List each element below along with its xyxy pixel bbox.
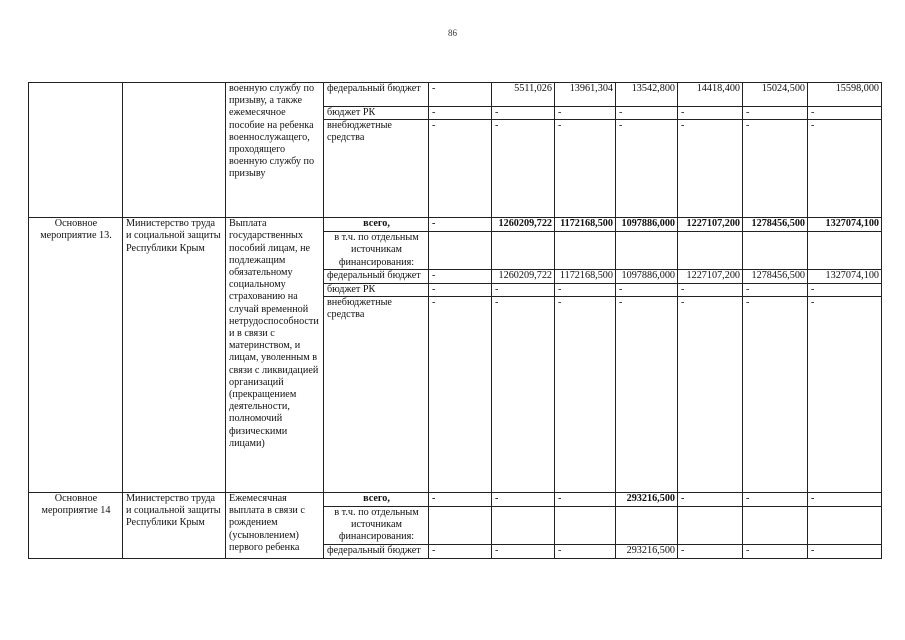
measure-number-cell — [29, 83, 123, 218]
amount-cell: 13542,800 — [616, 83, 678, 107]
amount-cell: - — [555, 493, 616, 507]
amount-cell: 1172168,500 — [555, 269, 616, 283]
amount-cell: 14418,400 — [678, 83, 743, 107]
amount-cell — [429, 507, 492, 545]
amount-cell: 15598,000 — [808, 83, 882, 107]
amount-cell: - — [429, 283, 492, 296]
page-number: 86 — [448, 28, 457, 38]
amount-cell: - — [678, 493, 743, 507]
funding-source-cell: всего, — [324, 218, 429, 232]
amount-cell: - — [616, 120, 678, 218]
amount-cell: 1097886,000 — [616, 269, 678, 283]
amount-cell: - — [808, 120, 882, 218]
amount-cell — [616, 232, 678, 270]
amount-cell — [616, 507, 678, 545]
amount-cell: 1327074,100 — [808, 269, 882, 283]
amount-cell: - — [808, 297, 882, 493]
funding-source-cell: бюджет РК — [324, 283, 429, 296]
amount-cell: - — [555, 283, 616, 296]
amount-cell: - — [555, 120, 616, 218]
measure-name-cell: Ежемесячная выплата в связи с рождением (усыновлением) первого ребенка — [226, 493, 324, 559]
amount-cell: - — [429, 297, 492, 493]
table-row — [29, 83, 882, 107]
amount-cell: - — [616, 107, 678, 120]
funding-source-cell: федеральный бюджет — [324, 83, 429, 107]
amount-cell: - — [429, 107, 492, 120]
amount-cell: - — [743, 107, 808, 120]
amount-cell: - — [616, 283, 678, 296]
table-body — [29, 83, 882, 559]
amount-cell — [492, 507, 555, 545]
amount-cell — [678, 507, 743, 545]
amount-cell: - — [678, 107, 743, 120]
amount-cell: - — [492, 120, 555, 218]
amount-cell — [743, 232, 808, 270]
amount-cell: - — [429, 83, 492, 107]
amount-cell: - — [808, 493, 882, 507]
program-funding-table — [28, 82, 882, 559]
funding-source-cell: бюджет РК — [324, 107, 429, 120]
amount-cell: - — [678, 544, 743, 558]
amount-cell: - — [808, 283, 882, 296]
amount-cell: - — [616, 297, 678, 493]
amount-cell: 1260209,722 — [492, 269, 555, 283]
amount-cell: - — [429, 120, 492, 218]
amount-cell: - — [555, 107, 616, 120]
amount-cell: 1260209,722 — [492, 218, 555, 232]
amount-cell — [678, 232, 743, 270]
measure-number-cell: Основное мероприятие 14 — [29, 493, 123, 559]
amount-cell: - — [555, 297, 616, 493]
amount-cell: - — [743, 493, 808, 507]
amount-cell: 5511,026 — [492, 83, 555, 107]
amount-cell: - — [492, 493, 555, 507]
amount-cell: 1172168,500 — [555, 218, 616, 232]
amount-cell: 13961,304 — [555, 83, 616, 107]
amount-cell: - — [429, 269, 492, 283]
funding-source-cell: в т.ч. по отдельным источникам финансирования: — [324, 232, 429, 270]
table-row — [29, 218, 882, 232]
amount-cell: - — [492, 107, 555, 120]
amount-cell: - — [429, 493, 492, 507]
amount-cell: - — [678, 283, 743, 296]
amount-cell: - — [743, 283, 808, 296]
funding-source-cell: в т.ч. по отдельным источникам финансирования: — [324, 507, 429, 545]
amount-cell: 1227107,200 — [678, 269, 743, 283]
funding-source-cell: внебюджетные средства — [324, 297, 429, 493]
executor-cell: Министерство труда и социальной защиты Республики Крым — [123, 493, 226, 559]
amount-cell: 1278456,500 — [743, 218, 808, 232]
measure-name-cell: Выплата государственных пособий лицам, не подлежащим обязательному социальному страхованию на случай временной нетрудоспособности и в связи с материнством, и лицам, уволенным в связи с ликвидацией организаций (прекращением деятельности, полномочий физическими лицами) — [226, 218, 324, 493]
amount-cell — [555, 232, 616, 270]
amount-cell: 293216,500 — [616, 544, 678, 558]
amount-cell: - — [743, 120, 808, 218]
amount-cell: 1227107,200 — [678, 218, 743, 232]
amount-cell: 1278456,500 — [743, 269, 808, 283]
amount-cell: - — [429, 544, 492, 558]
amount-cell: - — [492, 544, 555, 558]
amount-cell: - — [743, 297, 808, 493]
amount-cell: - — [492, 297, 555, 493]
executor-cell — [123, 83, 226, 218]
amount-cell: - — [555, 544, 616, 558]
amount-cell: - — [429, 218, 492, 232]
executor-cell: Министерство труда и социальной защиты Республики Крым — [123, 218, 226, 493]
amount-cell — [492, 232, 555, 270]
amount-cell: - — [743, 544, 808, 558]
amount-cell: - — [678, 297, 743, 493]
amount-cell — [555, 507, 616, 545]
amount-cell: 1327074,100 — [808, 218, 882, 232]
funding-source-cell: внебюджетные средства — [324, 120, 429, 218]
amount-cell: - — [808, 544, 882, 558]
funding-source-cell: федеральный бюджет — [324, 269, 429, 283]
funding-source-cell: всего, — [324, 493, 429, 507]
amount-cell — [429, 232, 492, 270]
measure-number-cell: Основное мероприятие 13. — [29, 218, 123, 493]
amount-cell — [808, 507, 882, 545]
amount-cell: 15024,500 — [743, 83, 808, 107]
amount-cell: 293216,500 — [616, 493, 678, 507]
amount-cell: - — [492, 283, 555, 296]
table-row — [29, 493, 882, 507]
measure-name-cell: военную службу по призыву, а также ежемесячное пособие на ребенка военнослужащего, проходящего военную службу по призыву — [226, 83, 324, 218]
amount-cell: - — [678, 120, 743, 218]
funding-source-cell: федеральный бюджет — [324, 544, 429, 558]
amount-cell — [743, 507, 808, 545]
amount-cell — [808, 232, 882, 270]
amount-cell: - — [808, 107, 882, 120]
amount-cell: 1097886,000 — [616, 218, 678, 232]
